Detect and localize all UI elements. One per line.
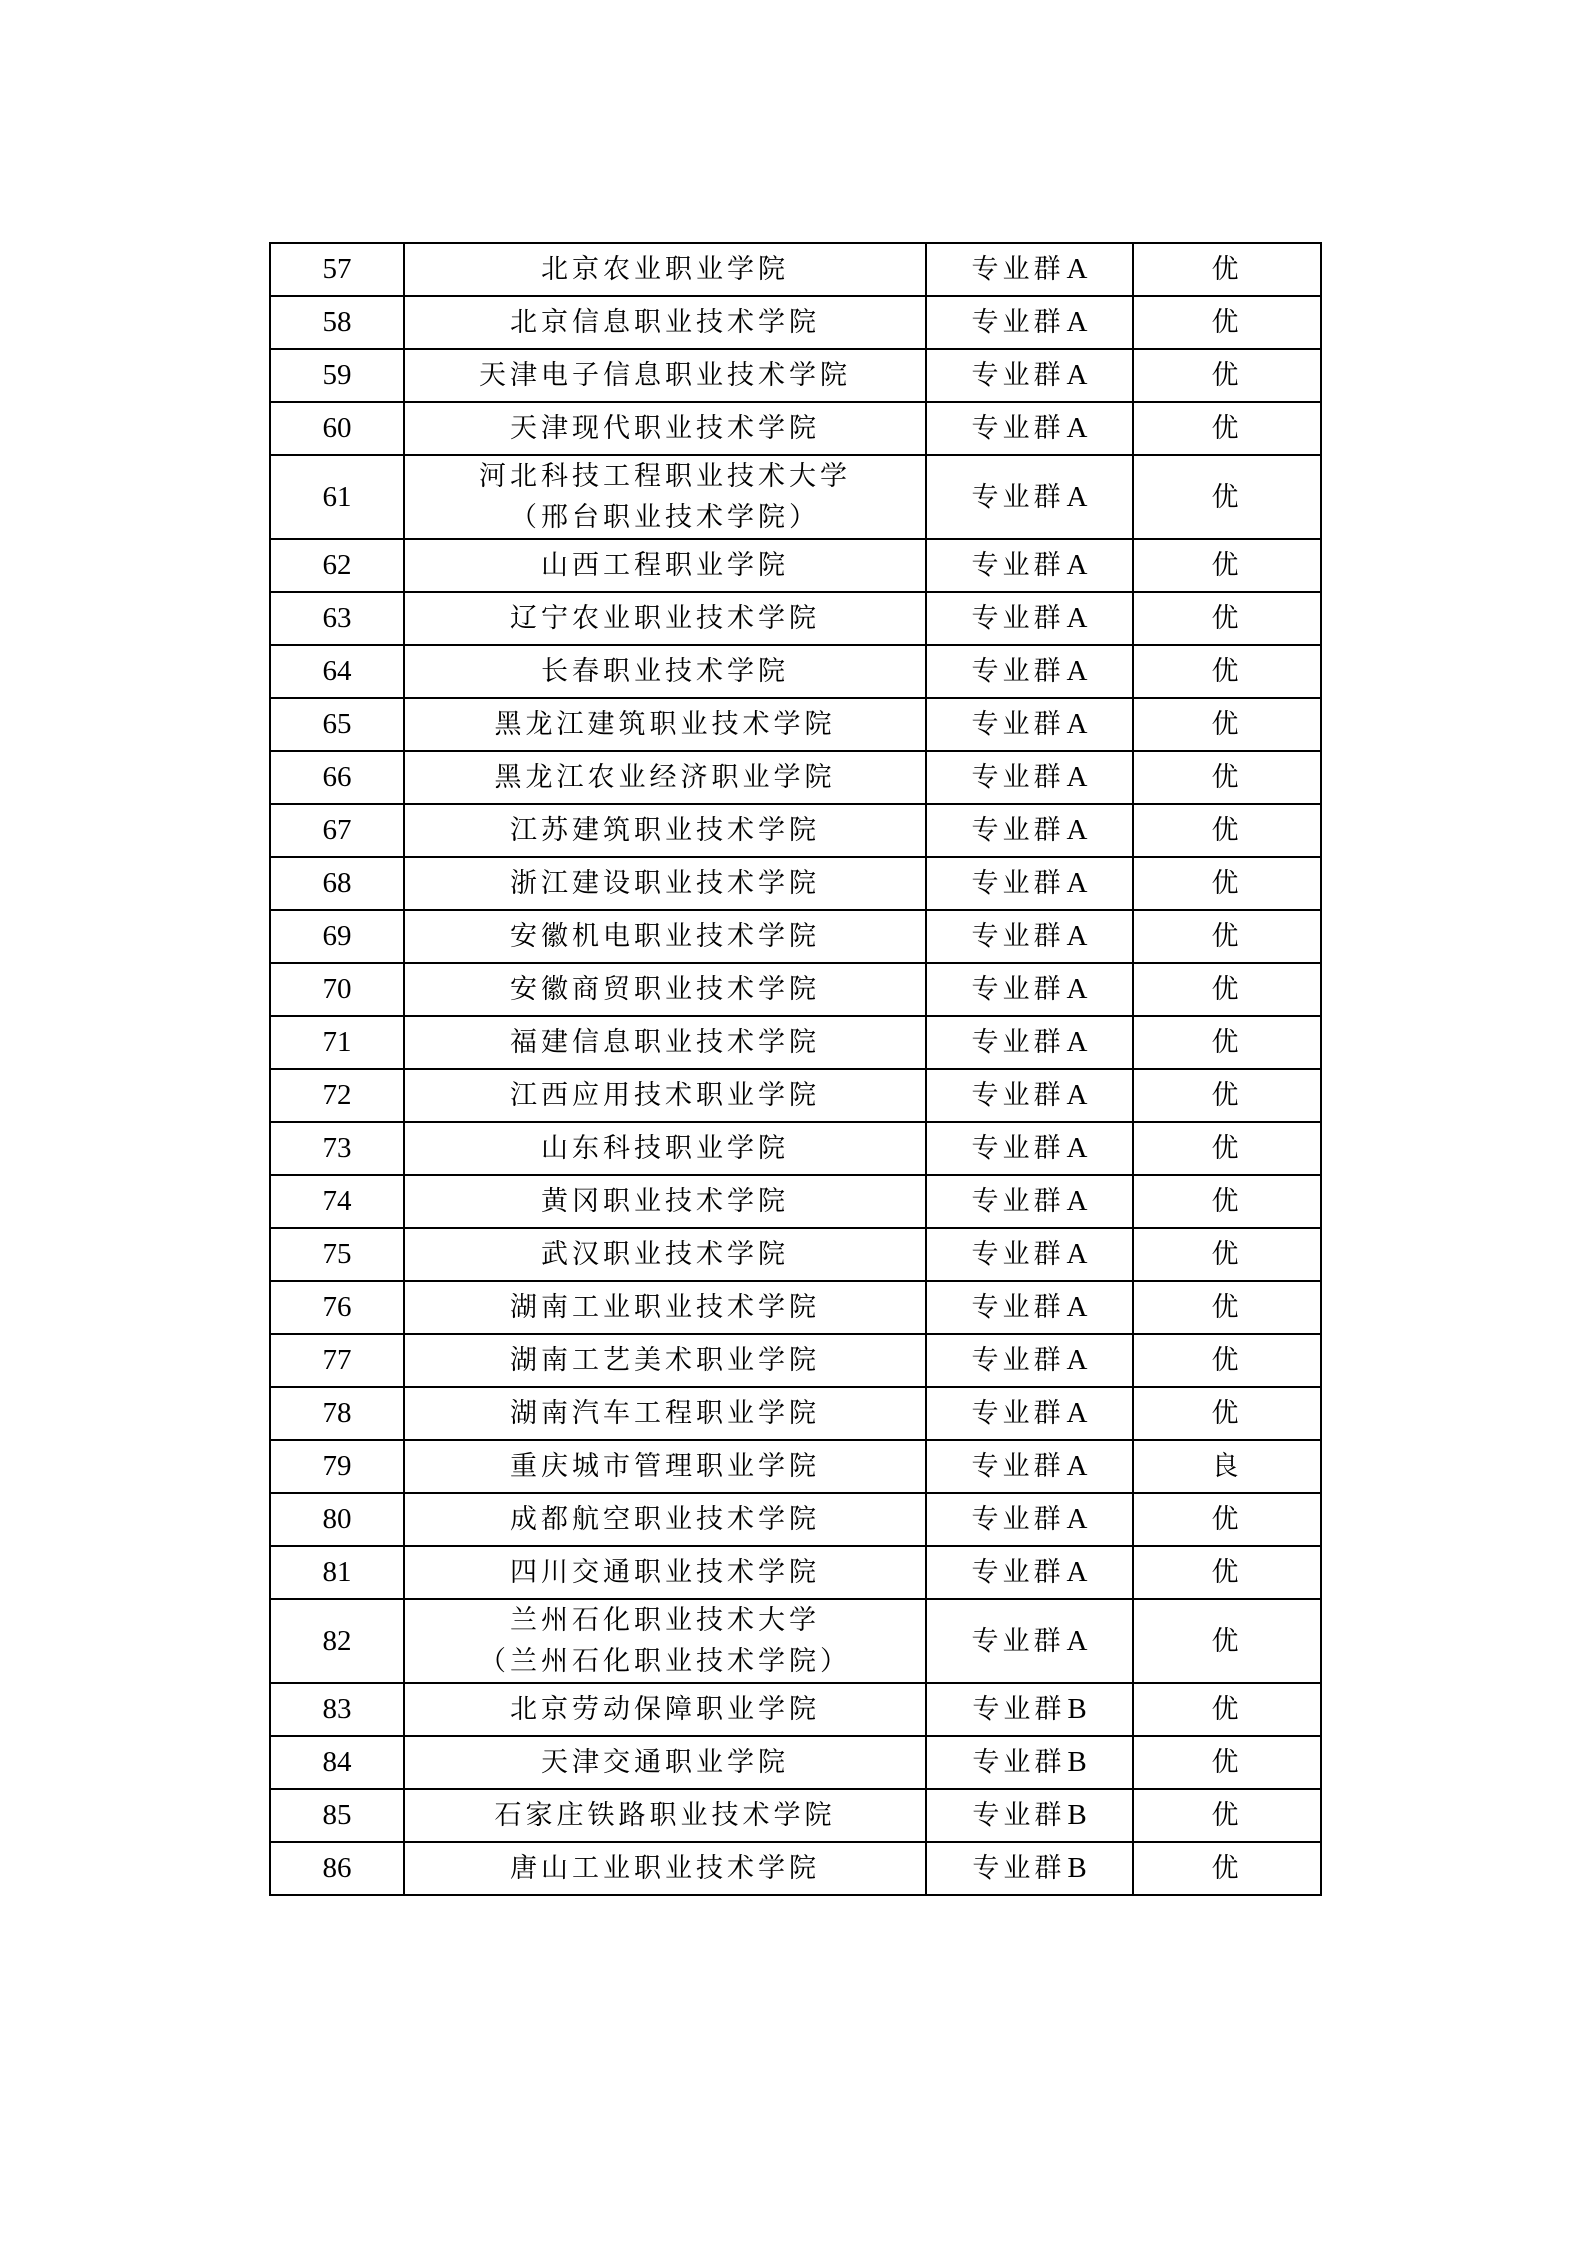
table-row (270, 1789, 1321, 1842)
institution-former-name: （邢台职业技术学院） (510, 502, 820, 533)
row-number-cell: 79 (270, 1440, 404, 1493)
institution-name-cell (404, 857, 926, 910)
institution-former-name: （兰州石化职业技术学院） (479, 1646, 851, 1677)
institution-name: 安徽机电职业技术学院 (510, 921, 820, 952)
table-row (270, 1683, 1321, 1736)
grade-cell: 优 (1133, 296, 1321, 349)
program-group-label: 专业群 (971, 762, 1065, 793)
institution-name: 湖南工业职业技术学院 (510, 1292, 820, 1323)
institution-name: 黑龙江建筑职业技术学院 (494, 709, 836, 740)
grade-cell: 优 (1133, 1016, 1321, 1069)
row-number-cell: 71 (270, 1016, 404, 1069)
program-group-label: 专业群 (971, 1186, 1065, 1217)
program-group-label: 专业群 (971, 1451, 1065, 1482)
institution-name-cell (404, 539, 926, 592)
row-number-cell: 84 (270, 1736, 404, 1789)
program-group-label: 专业群 (971, 550, 1065, 581)
table-row (270, 910, 1321, 963)
institution-name: 石家庄铁路职业技术学院 (494, 1800, 836, 1831)
row-number-cell: 67 (270, 804, 404, 857)
grade-cell: 优 (1133, 804, 1321, 857)
institution-name-cell (404, 1842, 926, 1895)
table-row (270, 857, 1321, 910)
table-row (270, 349, 1321, 402)
program-group-letter: A (1066, 708, 1088, 740)
program-group-label: 专业群 (971, 307, 1065, 338)
program-group-cell (926, 243, 1133, 296)
program-group-letter: A (1066, 1624, 1088, 1657)
institution-name: 江西应用技术职业学院 (510, 1080, 820, 1111)
institution-name-cell (404, 1334, 926, 1387)
grade-cell: 优 (1133, 1683, 1321, 1736)
program-group-label: 专业群 (971, 1080, 1065, 1111)
institution-name-cell (404, 1683, 926, 1736)
institution-name: 湖南汽车工程职业学院 (510, 1398, 820, 1429)
institution-name: 天津现代职业技术学院 (510, 413, 820, 444)
row-number-cell: 65 (270, 698, 404, 751)
institution-name: 长春职业技术学院 (541, 656, 789, 687)
row-number-cell: 70 (270, 963, 404, 1016)
institution-name: 北京信息职业技术学院 (510, 307, 820, 338)
row-number-cell: 59 (270, 349, 404, 402)
program-group-label: 专业群 (971, 974, 1065, 1005)
grade-cell: 优 (1133, 1493, 1321, 1546)
row-number-cell: 78 (270, 1387, 404, 1440)
institution-name-cell (404, 963, 926, 1016)
row-number-cell: 76 (270, 1281, 404, 1334)
institution-name: 北京劳动保障职业学院 (510, 1694, 820, 1725)
program-group-cell (926, 1599, 1133, 1683)
program-group-letter: A (1066, 973, 1088, 1005)
grade-cell: 优 (1133, 1175, 1321, 1228)
institution-name: 河北科技工程职业技术大学 (479, 461, 851, 492)
table-row (270, 402, 1321, 455)
institution-name-cell (404, 1122, 926, 1175)
table-row (270, 1842, 1321, 1895)
institution-name: 天津电子信息职业技术学院 (479, 360, 851, 391)
program-group-cell (926, 1493, 1133, 1546)
table-row (270, 1175, 1321, 1228)
program-group-letter: A (1066, 412, 1088, 444)
institution-name-cell (404, 349, 926, 402)
row-number-cell: 80 (270, 1493, 404, 1546)
grade-cell: 优 (1133, 455, 1321, 539)
program-group-label: 专业群 (972, 1853, 1066, 1884)
row-number-cell: 63 (270, 592, 404, 645)
program-group-cell (926, 592, 1133, 645)
program-group-cell (926, 455, 1133, 539)
institution-name-cell (404, 698, 926, 751)
row-number-cell: 64 (270, 645, 404, 698)
grade-cell: 优 (1133, 1069, 1321, 1122)
institution-name-cell (404, 1440, 926, 1493)
program-group-letter: B (1067, 1746, 1087, 1778)
table-row (270, 592, 1321, 645)
program-group-letter: A (1066, 1556, 1088, 1588)
row-number-cell: 85 (270, 1789, 404, 1842)
program-group-letter: A (1066, 253, 1088, 285)
row-number-cell: 77 (270, 1334, 404, 1387)
program-group-label: 专业群 (971, 1292, 1065, 1323)
grade-cell: 优 (1133, 349, 1321, 402)
institution-name-cell (404, 455, 926, 539)
grade-cell: 优 (1133, 539, 1321, 592)
institution-name: 黑龙江农业经济职业学院 (494, 762, 836, 793)
program-group-label: 专业群 (971, 815, 1065, 846)
program-group-label: 专业群 (971, 709, 1065, 740)
institution-name-cell (404, 910, 926, 963)
table-row (270, 1546, 1321, 1599)
row-number-cell: 69 (270, 910, 404, 963)
program-group-letter: A (1066, 1026, 1088, 1058)
program-group-letter: A (1066, 1450, 1088, 1482)
program-group-cell (926, 1069, 1133, 1122)
program-group-letter: A (1066, 359, 1088, 391)
row-number-cell: 81 (270, 1546, 404, 1599)
program-group-label: 专业群 (971, 1557, 1065, 1588)
program-group-label: 专业群 (971, 254, 1065, 285)
grade-cell: 优 (1133, 1122, 1321, 1175)
program-group-letter: A (1066, 761, 1088, 793)
program-group-cell (926, 1546, 1133, 1599)
table-row (270, 1387, 1321, 1440)
institution-name-cell (404, 1175, 926, 1228)
program-group-letter: B (1067, 1693, 1087, 1725)
institution-name-cell (404, 1599, 926, 1683)
program-group-cell (926, 1122, 1133, 1175)
row-number-cell: 68 (270, 857, 404, 910)
program-group-cell (926, 349, 1133, 402)
institution-name-cell (404, 592, 926, 645)
grade-cell: 优 (1133, 1334, 1321, 1387)
institution-name-cell (404, 296, 926, 349)
program-group-letter: A (1066, 1503, 1088, 1535)
institution-name: 四川交通职业技术学院 (510, 1557, 820, 1588)
table-row (270, 1493, 1321, 1546)
institution-name: 浙江建设职业技术学院 (510, 868, 820, 899)
institution-name-cell (404, 804, 926, 857)
institution-name-cell (404, 243, 926, 296)
grade-cell: 优 (1133, 751, 1321, 804)
program-group-letter: A (1066, 480, 1088, 513)
institution-name: 辽宁农业职业技术学院 (510, 603, 820, 634)
institution-name: 江苏建筑职业技术学院 (510, 815, 820, 846)
institution-name: 福建信息职业技术学院 (510, 1027, 820, 1058)
program-group-label: 专业群 (971, 921, 1065, 952)
row-number-cell: 74 (270, 1175, 404, 1228)
program-group-label: 专业群 (971, 413, 1065, 444)
row-number-cell: 61 (270, 455, 404, 539)
program-group-letter: A (1066, 549, 1088, 581)
program-group-cell (926, 751, 1133, 804)
program-group-letter: B (1067, 1799, 1087, 1831)
program-group-letter: A (1066, 306, 1088, 338)
program-group-label: 专业群 (972, 1747, 1066, 1778)
table-row (270, 1228, 1321, 1281)
table-row (270, 698, 1321, 751)
program-group-label: 专业群 (972, 1694, 1066, 1725)
row-number-cell: 72 (270, 1069, 404, 1122)
institution-name: 北京农业职业学院 (541, 254, 789, 285)
program-group-letter: A (1066, 1079, 1088, 1111)
grade-cell: 优 (1133, 963, 1321, 1016)
grade-cell: 良 (1133, 1440, 1321, 1493)
institution-name-cell (404, 402, 926, 455)
program-group-letter: A (1066, 1132, 1088, 1164)
program-group-letter: A (1066, 1238, 1088, 1270)
row-number-cell: 75 (270, 1228, 404, 1281)
table-row (270, 1736, 1321, 1789)
institution-name: 天津交通职业学院 (541, 1747, 789, 1778)
program-group-cell (926, 804, 1133, 857)
program-group-letter: A (1066, 1291, 1088, 1323)
program-group-letter: A (1066, 1344, 1088, 1376)
program-group-letter: A (1066, 602, 1088, 634)
institution-name: 山东科技职业学院 (541, 1133, 789, 1164)
program-group-label: 专业群 (972, 1800, 1066, 1831)
program-group-label: 专业群 (971, 1345, 1065, 1376)
table-row (270, 1281, 1321, 1334)
institution-name: 重庆城市管理职业学院 (510, 1451, 820, 1482)
institution-name-cell (404, 1228, 926, 1281)
program-group-letter: A (1066, 814, 1088, 846)
institution-name-cell (404, 751, 926, 804)
table-row (270, 963, 1321, 1016)
program-group-cell (926, 1387, 1133, 1440)
table-row (270, 804, 1321, 857)
program-group-cell (926, 296, 1133, 349)
row-number-cell: 82 (270, 1599, 404, 1683)
table-row (270, 1122, 1321, 1175)
grade-cell: 优 (1133, 1387, 1321, 1440)
institution-name: 黄冈职业技术学院 (541, 1186, 789, 1217)
program-group-cell (926, 1440, 1133, 1493)
program-group-letter: A (1066, 1397, 1088, 1429)
program-group-cell (926, 1683, 1133, 1736)
table-row (270, 1334, 1321, 1387)
row-number-cell: 73 (270, 1122, 404, 1175)
grade-cell: 优 (1133, 645, 1321, 698)
program-group-cell (926, 1281, 1133, 1334)
program-group-label: 专业群 (971, 1504, 1065, 1535)
grade-cell: 优 (1133, 243, 1321, 296)
program-group-label: 专业群 (971, 360, 1065, 391)
grade-cell: 优 (1133, 1736, 1321, 1789)
program-group-cell (926, 963, 1133, 1016)
program-group-cell (926, 698, 1133, 751)
results-table-body (270, 243, 1321, 1895)
institution-name-cell (404, 1546, 926, 1599)
grade-cell: 优 (1133, 592, 1321, 645)
program-group-label: 专业群 (971, 1625, 1065, 1657)
table-row (270, 1599, 1321, 1683)
program-group-cell (926, 1789, 1133, 1842)
table-row (270, 539, 1321, 592)
institution-name-cell (404, 1069, 926, 1122)
program-group-label: 专业群 (971, 481, 1065, 513)
institution-name-cell (404, 1736, 926, 1789)
grade-cell: 优 (1133, 1281, 1321, 1334)
program-group-label: 专业群 (971, 603, 1065, 634)
institution-name-cell (404, 1281, 926, 1334)
institution-name-cell (404, 1493, 926, 1546)
institution-name: 山西工程职业学院 (541, 550, 789, 581)
program-group-cell (926, 1736, 1133, 1789)
row-number-cell: 60 (270, 402, 404, 455)
institution-name: 兰州石化职业技术大学 (510, 1605, 820, 1636)
institution-name-cell (404, 1789, 926, 1842)
institution-name-cell (404, 1016, 926, 1069)
institution-name-cell (404, 1387, 926, 1440)
grade-cell: 优 (1133, 698, 1321, 751)
program-group-label: 专业群 (971, 1398, 1065, 1429)
row-number-cell: 83 (270, 1683, 404, 1736)
institution-name: 唐山工业职业技术学院 (510, 1853, 820, 1884)
table-row (270, 1069, 1321, 1122)
grade-cell: 优 (1133, 1228, 1321, 1281)
program-group-label: 专业群 (971, 1133, 1065, 1164)
grade-cell: 优 (1133, 1599, 1321, 1683)
program-group-cell (926, 1842, 1133, 1895)
program-group-cell (926, 539, 1133, 592)
grade-cell: 优 (1133, 910, 1321, 963)
program-group-label: 专业群 (971, 868, 1065, 899)
row-number-cell: 57 (270, 243, 404, 296)
program-group-label: 专业群 (971, 1027, 1065, 1058)
results-table (269, 242, 1322, 1896)
institution-name: 武汉职业技术学院 (541, 1239, 789, 1270)
program-group-cell (926, 910, 1133, 963)
program-group-letter: A (1066, 867, 1088, 899)
table-row (270, 751, 1321, 804)
table-row (270, 243, 1321, 296)
institution-name: 成都航空职业技术学院 (510, 1504, 820, 1535)
program-group-letter: B (1067, 1852, 1087, 1884)
program-group-cell (926, 645, 1133, 698)
row-number-cell: 58 (270, 296, 404, 349)
table-row (270, 455, 1321, 539)
program-group-label: 专业群 (971, 1239, 1065, 1270)
institution-name-cell (404, 645, 926, 698)
row-number-cell: 66 (270, 751, 404, 804)
program-group-letter: A (1066, 655, 1088, 687)
program-group-cell (926, 1175, 1133, 1228)
grade-cell: 优 (1133, 1842, 1321, 1895)
program-group-letter: A (1066, 920, 1088, 952)
program-group-cell (926, 1016, 1133, 1069)
table-row (270, 1016, 1321, 1069)
institution-name: 湖南工艺美术职业学院 (510, 1345, 820, 1376)
table-row (270, 296, 1321, 349)
table-row (270, 1440, 1321, 1493)
program-group-cell (926, 857, 1133, 910)
table-row (270, 645, 1321, 698)
program-group-label: 专业群 (971, 656, 1065, 687)
row-number-cell: 86 (270, 1842, 404, 1895)
program-group-letter: A (1066, 1185, 1088, 1217)
grade-cell: 优 (1133, 857, 1321, 910)
grade-cell: 优 (1133, 1546, 1321, 1599)
program-group-cell (926, 1334, 1133, 1387)
grade-cell: 优 (1133, 1789, 1321, 1842)
program-group-cell (926, 1228, 1133, 1281)
institution-name: 安徽商贸职业技术学院 (510, 974, 820, 1005)
row-number-cell: 62 (270, 539, 404, 592)
program-group-cell (926, 402, 1133, 455)
grade-cell: 优 (1133, 402, 1321, 455)
